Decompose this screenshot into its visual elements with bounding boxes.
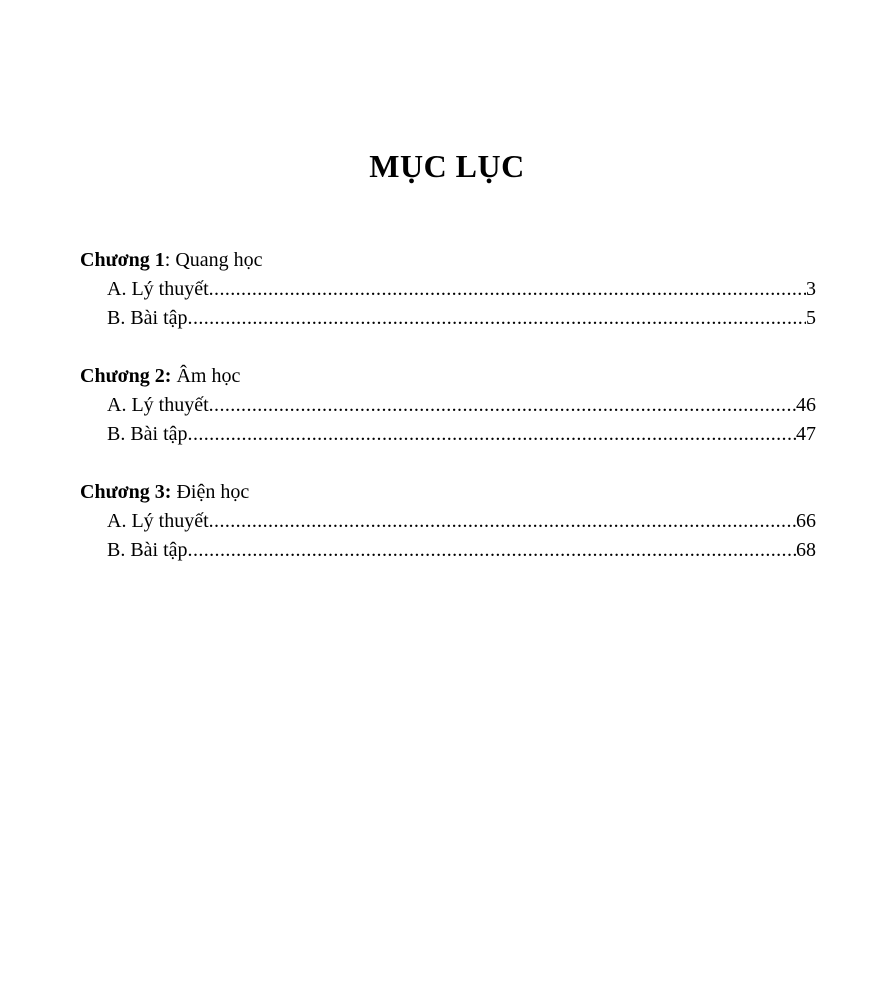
chapter-heading	[80, 478, 816, 507]
dot-leader	[188, 536, 796, 565]
dot-leader	[188, 420, 796, 449]
entry-page-number: 68	[796, 539, 816, 561]
table-of-contents	[80, 246, 816, 594]
toc-entry[interactable]	[80, 275, 816, 304]
toc-entry[interactable]	[80, 507, 816, 536]
chapter-separator: :	[164, 249, 176, 271]
toc-entry[interactable]	[80, 420, 816, 449]
entry-page-number: 46	[796, 394, 816, 416]
chapter-number: Chương 1	[80, 249, 165, 271]
entry-page-number: 66	[796, 510, 816, 532]
entry-label: B. Bài tập	[107, 423, 188, 445]
dot-leader	[209, 507, 796, 536]
entry-label: B. Bài tập	[107, 307, 188, 329]
dot-leader	[209, 275, 806, 304]
entry-label: A. Lý thuyết	[107, 394, 209, 416]
dot-leader	[209, 391, 796, 420]
chapter-heading	[80, 362, 816, 391]
toc-title: MỤC LỤC	[369, 148, 525, 184]
chapter-name: Điện học	[176, 481, 250, 503]
chapter-number: Chương 3:	[80, 481, 172, 503]
entry-label: A. Lý thuyết	[107, 510, 209, 532]
toc-entry[interactable]	[80, 391, 816, 420]
entry-page-number: 47	[796, 423, 816, 445]
chapter-name: Âm học	[176, 365, 241, 387]
entry-page-number: 5	[806, 307, 816, 329]
toc-entry[interactable]	[80, 304, 816, 333]
entry-label: B. Bài tập	[107, 539, 188, 561]
chapter-number: Chương 2:	[80, 365, 172, 387]
chapter-1	[80, 246, 816, 333]
chapter-name: Quang học	[175, 249, 263, 271]
dot-leader	[188, 304, 806, 333]
chapter-2	[80, 362, 816, 449]
entry-label: A. Lý thuyết	[107, 278, 209, 300]
toc-entry[interactable]	[80, 536, 816, 565]
chapter-heading	[80, 246, 816, 275]
chapter-3	[80, 478, 816, 565]
entry-page-number: 3	[806, 278, 816, 300]
